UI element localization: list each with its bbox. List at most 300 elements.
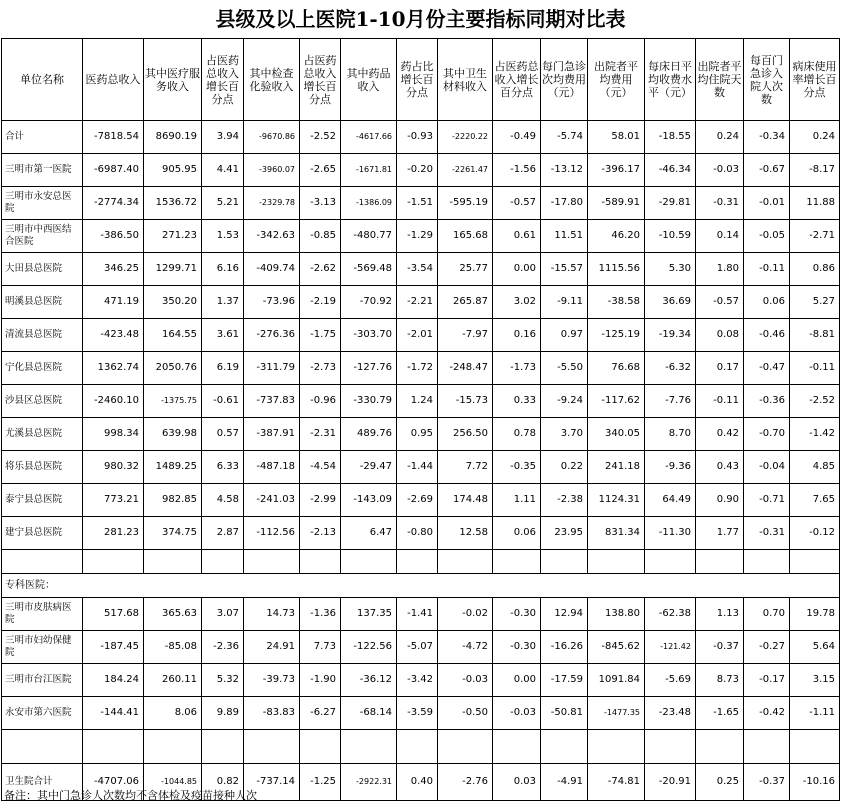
empty-cell	[696, 550, 744, 574]
value-cell: -0.50	[438, 697, 493, 730]
blank-row	[2, 550, 840, 574]
value-cell: 1.24	[397, 385, 438, 418]
value-cell: -8.81	[790, 319, 840, 352]
value-cell: -0.17	[744, 664, 790, 697]
value-cell: -83.83	[244, 697, 300, 730]
value-cell: -17.80	[541, 187, 588, 220]
value-cell: 6.19	[202, 352, 244, 385]
value-cell: -9670.86	[244, 121, 300, 154]
value-cell: -1.72	[397, 352, 438, 385]
value-cell: -396.17	[588, 154, 645, 187]
value-cell: 5.21	[202, 187, 244, 220]
value-cell: -2.65	[300, 154, 341, 187]
value-cell: -2.69	[397, 484, 438, 517]
value-cell: -1.42	[790, 418, 840, 451]
value-cell: -2774.34	[83, 187, 144, 220]
header-cell: 每门急诊次均费用（元）	[541, 39, 588, 121]
value-cell: -387.91	[244, 418, 300, 451]
value-cell: 3.94	[202, 121, 244, 154]
value-cell: -409.74	[244, 253, 300, 286]
value-cell: 0.86	[790, 253, 840, 286]
value-cell: 8.06	[144, 697, 202, 730]
value-cell: -18.55	[645, 121, 696, 154]
empty-cell	[300, 730, 341, 764]
table-row	[2, 697, 840, 730]
unit-name-cell: 宁化县总医院	[2, 352, 83, 385]
table-row	[2, 352, 840, 385]
value-cell: -7818.54	[83, 121, 144, 154]
page-title: 县级及以上医院1-10月份主要指标同期对比表	[215, 7, 626, 31]
value-cell: 1124.31	[588, 484, 645, 517]
empty-cell	[744, 550, 790, 574]
value-cell: 1091.84	[588, 664, 645, 697]
value-cell: -0.93	[397, 121, 438, 154]
value-cell: -15.73	[438, 385, 493, 418]
table-row	[2, 187, 840, 220]
empty-cell	[397, 550, 438, 574]
value-cell: -73.96	[244, 286, 300, 319]
value-cell: -4617.66	[341, 121, 397, 154]
unit-name-cell: 三明市中西医结合医院	[2, 220, 83, 253]
value-cell: 1.13	[696, 598, 744, 631]
empty-cell	[696, 730, 744, 764]
header-cell: 占医药总收入增长百分点	[300, 39, 341, 121]
value-cell: -423.48	[83, 319, 144, 352]
value-cell: 9.89	[202, 697, 244, 730]
value-cell: -0.49	[493, 121, 541, 154]
value-cell: 8.70	[645, 418, 696, 451]
value-cell: 0.42	[696, 418, 744, 451]
empty-cell	[2, 550, 83, 574]
unit-name-cell: 沙县区总医院	[2, 385, 83, 418]
value-cell: 0.70	[744, 598, 790, 631]
section-label: 专科医院：	[2, 574, 840, 598]
value-cell: 2.87	[202, 517, 244, 550]
empty-cell	[144, 550, 202, 574]
footnote: 备注：其中门急诊人次数均不含体检及疫苗接种人次	[4, 789, 257, 802]
value-cell: -10.16	[790, 764, 840, 801]
value-cell: -117.62	[588, 385, 645, 418]
value-cell: -0.85	[300, 220, 341, 253]
empty-cell	[397, 730, 438, 764]
value-cell: -0.02	[438, 598, 493, 631]
table-row	[2, 418, 840, 451]
value-cell: -1386.09	[341, 187, 397, 220]
table-row	[2, 664, 840, 697]
value-cell: -480.77	[341, 220, 397, 253]
value-cell: 0.90	[696, 484, 744, 517]
value-cell: -50.81	[541, 697, 588, 730]
unit-name-cell: 永安市第六医院	[2, 697, 83, 730]
value-cell: -1.73	[493, 352, 541, 385]
header-row	[2, 39, 840, 121]
value-cell: 64.49	[645, 484, 696, 517]
table-row	[2, 451, 840, 484]
value-cell: -2329.78	[244, 187, 300, 220]
table-row	[2, 121, 840, 154]
empty-cell	[438, 550, 493, 574]
value-cell: 982.85	[144, 484, 202, 517]
header-cell: 其中卫生材料收入	[438, 39, 493, 121]
empty-cell	[588, 550, 645, 574]
value-cell: -303.70	[341, 319, 397, 352]
value-cell: 1.80	[696, 253, 744, 286]
value-cell: -737.83	[244, 385, 300, 418]
header-cell: 病床使用率增长百分点	[790, 39, 840, 121]
value-cell: -143.09	[341, 484, 397, 517]
value-cell: -569.48	[341, 253, 397, 286]
value-cell: 0.82	[202, 764, 244, 801]
unit-name-cell: 建宁县总医院	[2, 517, 83, 550]
value-cell: 2050.76	[144, 352, 202, 385]
value-cell: -2.73	[300, 352, 341, 385]
value-cell: -6.27	[300, 697, 341, 730]
value-cell: -1.29	[397, 220, 438, 253]
value-cell: 0.00	[493, 664, 541, 697]
value-cell: 0.78	[493, 418, 541, 451]
value-cell: 241.18	[588, 451, 645, 484]
value-cell: -5.50	[541, 352, 588, 385]
value-cell: 184.24	[83, 664, 144, 697]
value-cell: -1.44	[397, 451, 438, 484]
value-cell: -125.19	[588, 319, 645, 352]
value-cell: 0.43	[696, 451, 744, 484]
unit-name-cell: 大田县总医院	[2, 253, 83, 286]
value-cell: -8.17	[790, 154, 840, 187]
value-cell: -0.46	[744, 319, 790, 352]
empty-cell	[202, 730, 244, 764]
value-cell: 6.47	[341, 517, 397, 550]
value-cell: -311.79	[244, 352, 300, 385]
value-cell: -595.19	[438, 187, 493, 220]
value-cell: -0.70	[744, 418, 790, 451]
value-cell: -1.90	[300, 664, 341, 697]
value-cell: -17.59	[541, 664, 588, 697]
value-cell: 1115.56	[588, 253, 645, 286]
header-cell: 药占比增长百分点	[397, 39, 438, 121]
value-cell: 471.19	[83, 286, 144, 319]
value-cell: 1.37	[202, 286, 244, 319]
value-cell: 1.77	[696, 517, 744, 550]
unit-name-cell: 三明市妇幼保健院	[2, 631, 83, 664]
table-row	[2, 517, 840, 550]
empty-cell	[244, 550, 300, 574]
value-cell: -0.42	[744, 697, 790, 730]
header-cell: 其中检查化验收入	[244, 39, 300, 121]
value-cell: 517.68	[83, 598, 144, 631]
empty-cell	[493, 550, 541, 574]
value-cell: 5.27	[790, 286, 840, 319]
value-cell: -0.96	[300, 385, 341, 418]
value-cell: -1044.85	[144, 764, 202, 801]
table-row	[2, 484, 840, 517]
value-cell: -70.92	[341, 286, 397, 319]
value-cell: 3.70	[541, 418, 588, 451]
value-cell: -248.47	[438, 352, 493, 385]
value-cell: -1.75	[300, 319, 341, 352]
value-cell: -1.51	[397, 187, 438, 220]
value-cell: -20.91	[645, 764, 696, 801]
value-cell: 489.76	[341, 418, 397, 451]
value-cell: -7.76	[645, 385, 696, 418]
empty-cell	[341, 730, 397, 764]
value-cell: -0.71	[744, 484, 790, 517]
value-cell: 1299.71	[144, 253, 202, 286]
value-cell: 905.95	[144, 154, 202, 187]
empty-cell	[300, 550, 341, 574]
table-row	[2, 385, 840, 418]
header-cell: 出院者平均费用（元）	[588, 39, 645, 121]
value-cell: 6.16	[202, 253, 244, 286]
value-cell: -0.11	[696, 385, 744, 418]
value-cell: -1.36	[300, 598, 341, 631]
value-cell: 1536.72	[144, 187, 202, 220]
value-cell: -3.54	[397, 253, 438, 286]
empty-cell	[645, 550, 696, 574]
value-cell: 7.72	[438, 451, 493, 484]
value-cell: -9.11	[541, 286, 588, 319]
header-cell: 每百门急诊入院人次数	[744, 39, 790, 121]
value-cell: 7.65	[790, 484, 840, 517]
value-cell: -3.42	[397, 664, 438, 697]
value-cell: -0.12	[790, 517, 840, 550]
value-cell: 271.23	[144, 220, 202, 253]
header-cell: 医药总收入	[83, 39, 144, 121]
value-cell: -3.59	[397, 697, 438, 730]
value-cell: -4.54	[300, 451, 341, 484]
value-cell: -9.24	[541, 385, 588, 418]
value-cell: -0.30	[493, 598, 541, 631]
comparison-table	[1, 38, 840, 801]
value-cell: -5.69	[645, 664, 696, 697]
value-cell: -85.08	[144, 631, 202, 664]
value-cell: -5.74	[541, 121, 588, 154]
value-cell: -0.35	[493, 451, 541, 484]
value-cell: -2.52	[790, 385, 840, 418]
value-cell: -0.80	[397, 517, 438, 550]
value-cell: -62.38	[645, 598, 696, 631]
value-cell: -0.30	[493, 631, 541, 664]
empty-cell	[438, 730, 493, 764]
value-cell: 12.58	[438, 517, 493, 550]
value-cell: 8.73	[696, 664, 744, 697]
value-cell: -1.41	[397, 598, 438, 631]
value-cell: 174.48	[438, 484, 493, 517]
value-cell: 260.11	[144, 664, 202, 697]
value-cell: 164.55	[144, 319, 202, 352]
value-cell: -342.63	[244, 220, 300, 253]
value-cell: 12.94	[541, 598, 588, 631]
unit-name-cell: 三明市第一医院	[2, 154, 83, 187]
value-cell: 5.30	[645, 253, 696, 286]
value-cell: -0.27	[744, 631, 790, 664]
value-cell: 0.22	[541, 451, 588, 484]
value-cell: -2.01	[397, 319, 438, 352]
table-row	[2, 319, 840, 352]
value-cell: -0.61	[202, 385, 244, 418]
unit-name-cell: 将乐县总医院	[2, 451, 83, 484]
value-cell: 3.07	[202, 598, 244, 631]
value-cell: -386.50	[83, 220, 144, 253]
value-cell: 265.87	[438, 286, 493, 319]
value-cell: -4.91	[541, 764, 588, 801]
unit-name-cell: 泰宁县总医院	[2, 484, 83, 517]
value-cell: 639.98	[144, 418, 202, 451]
value-cell: -46.34	[645, 154, 696, 187]
value-cell: -16.26	[541, 631, 588, 664]
unit-name-cell: 清流县总医院	[2, 319, 83, 352]
empty-cell	[588, 730, 645, 764]
value-cell: -737.14	[244, 764, 300, 801]
value-cell: -127.76	[341, 352, 397, 385]
value-cell: -2.21	[397, 286, 438, 319]
value-cell: 346.25	[83, 253, 144, 286]
value-cell: -330.79	[341, 385, 397, 418]
table-row	[2, 154, 840, 187]
value-cell: -9.36	[645, 451, 696, 484]
value-cell: -241.03	[244, 484, 300, 517]
empty-cell	[541, 730, 588, 764]
value-cell: -1.56	[493, 154, 541, 187]
table-row	[2, 220, 840, 253]
value-cell: 0.00	[493, 253, 541, 286]
value-cell: -13.12	[541, 154, 588, 187]
value-cell: -0.03	[438, 664, 493, 697]
value-cell: -39.73	[244, 664, 300, 697]
value-cell: 0.06	[493, 517, 541, 550]
value-cell: -0.57	[493, 187, 541, 220]
value-cell: 36.69	[645, 286, 696, 319]
value-cell: -2.76	[438, 764, 493, 801]
value-cell: -0.20	[397, 154, 438, 187]
value-cell: -29.47	[341, 451, 397, 484]
value-cell: -2.19	[300, 286, 341, 319]
value-cell: 831.34	[588, 517, 645, 550]
value-cell: 6.33	[202, 451, 244, 484]
value-cell: -0.31	[696, 187, 744, 220]
value-cell: -2261.47	[438, 154, 493, 187]
value-cell: -19.34	[645, 319, 696, 352]
value-cell: 46.20	[588, 220, 645, 253]
header-cell: 占医药总收入增长百分点	[202, 39, 244, 121]
value-cell: 24.91	[244, 631, 300, 664]
value-cell: -121.42	[645, 631, 696, 664]
value-cell: -0.01	[744, 187, 790, 220]
value-cell: -0.67	[744, 154, 790, 187]
value-cell: -589.91	[588, 187, 645, 220]
value-cell: -276.36	[244, 319, 300, 352]
value-cell: -0.05	[744, 220, 790, 253]
empty-cell	[790, 550, 840, 574]
value-cell: 350.20	[144, 286, 202, 319]
value-cell: -0.57	[696, 286, 744, 319]
header-cell: 其中医疗服务收入	[144, 39, 202, 121]
empty-cell	[144, 730, 202, 764]
header-cell: 出院者平均住院天数	[696, 39, 744, 121]
value-cell: 5.64	[790, 631, 840, 664]
value-cell: 4.58	[202, 484, 244, 517]
unit-name-cell: 三明市永安总医院	[2, 187, 83, 220]
empty-cell	[244, 730, 300, 764]
value-cell: -144.41	[83, 697, 144, 730]
value-cell: -4707.06	[83, 764, 144, 801]
value-cell: -7.97	[438, 319, 493, 352]
unit-name-cell: 明溪县总医院	[2, 286, 83, 319]
empty-cell	[341, 550, 397, 574]
value-cell: 0.57	[202, 418, 244, 451]
value-cell: 165.68	[438, 220, 493, 253]
blank-row	[2, 730, 840, 764]
value-cell: -3.13	[300, 187, 341, 220]
unit-name-cell: 三明市台江医院	[2, 664, 83, 697]
value-cell: -3960.07	[244, 154, 300, 187]
value-cell: 773.21	[83, 484, 144, 517]
value-cell: 3.61	[202, 319, 244, 352]
value-cell: -845.62	[588, 631, 645, 664]
value-cell: 11.51	[541, 220, 588, 253]
value-cell: -6.32	[645, 352, 696, 385]
value-cell: -11.30	[645, 517, 696, 550]
value-cell: -0.34	[744, 121, 790, 154]
value-cell: 19.78	[790, 598, 840, 631]
value-cell: 23.95	[541, 517, 588, 550]
value-cell: 0.03	[493, 764, 541, 801]
header-cell: 每床日平均收费水平（元）	[645, 39, 696, 121]
value-cell: 58.01	[588, 121, 645, 154]
empty-cell	[83, 550, 144, 574]
empty-cell	[744, 730, 790, 764]
value-cell: 25.77	[438, 253, 493, 286]
value-cell: 365.63	[144, 598, 202, 631]
value-cell: 340.05	[588, 418, 645, 451]
unit-name-cell: 合计	[2, 121, 83, 154]
value-cell: 0.24	[696, 121, 744, 154]
unit-name-cell: 三明市皮肤病医院	[2, 598, 83, 631]
value-cell: -2.13	[300, 517, 341, 550]
value-cell: -0.37	[744, 764, 790, 801]
value-cell: 138.80	[588, 598, 645, 631]
value-cell: 281.23	[83, 517, 144, 550]
value-cell: -23.48	[645, 697, 696, 730]
value-cell: -187.45	[83, 631, 144, 664]
empty-cell	[2, 730, 83, 764]
value-cell: -2.38	[541, 484, 588, 517]
empty-cell	[493, 730, 541, 764]
empty-cell	[202, 550, 244, 574]
value-cell: 980.32	[83, 451, 144, 484]
value-cell: -0.11	[744, 253, 790, 286]
empty-cell	[645, 730, 696, 764]
empty-cell	[541, 550, 588, 574]
value-cell: -2.71	[790, 220, 840, 253]
value-cell: 5.32	[202, 664, 244, 697]
value-cell: 76.68	[588, 352, 645, 385]
value-cell: -2922.31	[341, 764, 397, 801]
value-cell: 1.53	[202, 220, 244, 253]
value-cell: -2.31	[300, 418, 341, 451]
value-cell: -112.56	[244, 517, 300, 550]
value-cell: 8690.19	[144, 121, 202, 154]
value-cell: -38.58	[588, 286, 645, 319]
value-cell: 0.97	[541, 319, 588, 352]
value-cell: -2.52	[300, 121, 341, 154]
value-cell: 0.14	[696, 220, 744, 253]
value-cell: 0.40	[397, 764, 438, 801]
value-cell: -10.59	[645, 220, 696, 253]
value-cell: -15.57	[541, 253, 588, 286]
value-cell: -6987.40	[83, 154, 144, 187]
table-row	[2, 631, 840, 664]
